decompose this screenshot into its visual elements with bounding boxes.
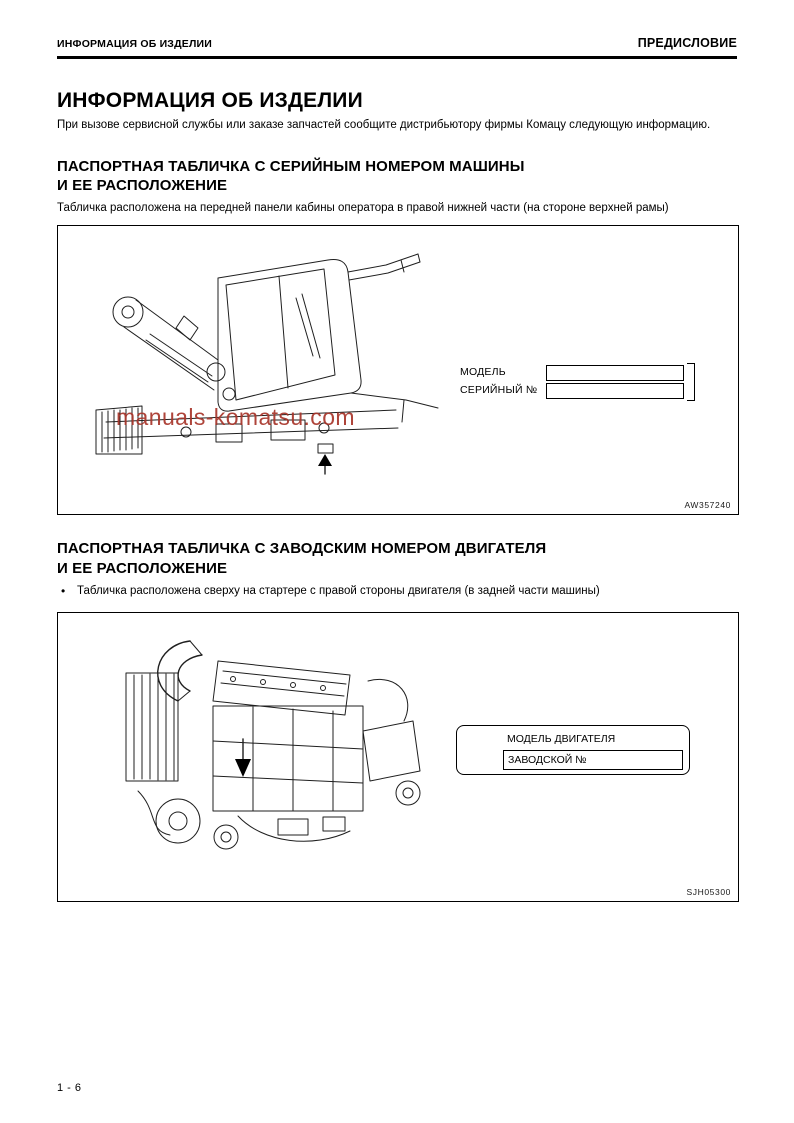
engine-line-drawing xyxy=(78,621,478,879)
engine-serial-label-box xyxy=(503,750,683,770)
section-heading-engine-line2: И ЕЕ РАСПОЛОЖЕНИЕ xyxy=(57,559,228,577)
page-header xyxy=(57,36,737,59)
machine-model-value-box xyxy=(546,365,684,381)
section-heading-engine-plate xyxy=(57,539,737,577)
plate-edge-bracket xyxy=(687,363,695,401)
engine-model-label: МОДЕЛЬ ДВИГАТЕЛЯ xyxy=(507,732,616,745)
header-section-title: ИНФОРМАЦИЯ ОБ ИЗДЕЛИИ xyxy=(57,38,213,50)
section-heading-machine-line1: ПАСПОРТНАЯ ТАБЛИЧКА С СЕРИЙНЫМ НОМЕРОМ МАШИНЫ xyxy=(57,158,525,176)
figure-engine-plate-location xyxy=(57,612,739,902)
bullet-text-engine: Табличка расположена сверху на стартере с правой стороны двигателя (в задней части машины) xyxy=(77,584,600,597)
machine-serial-value-box xyxy=(546,383,684,399)
machine-model-label: МОДЕЛЬ xyxy=(460,366,506,379)
manual-page xyxy=(57,36,737,902)
engine-serial-label: ЗАВОДСКОЙ № xyxy=(508,753,587,766)
section-bullet-engine xyxy=(57,584,737,600)
section-heading-machine-line2: И ЕЕ РАСПОЛОЖЕНИЕ xyxy=(57,177,228,195)
figure-code-machine: AW357240 xyxy=(684,500,731,511)
figure-machine-plate-location xyxy=(57,225,739,515)
intro-paragraph: При вызове сервисной службы или заказе запчастей сообщите дистрибьютору фирмы Комацу следующую информацию. xyxy=(57,119,711,131)
bullet-dot xyxy=(57,584,77,600)
section-heading-machine-plate xyxy=(57,157,737,195)
page-number: 1 - 6 xyxy=(57,1082,82,1094)
header-chapter-title: ПРЕДИСЛОВИЕ xyxy=(637,36,737,50)
watermark-text: manuals-komatsu.com xyxy=(116,404,355,431)
section-heading-engine-line1: ПАСПОРТНАЯ ТАБЛИЧКА С ЗАВОДСКИМ НОМЕРОМ ДВИГАТЕЛЯ xyxy=(57,540,547,558)
engine-plate-callout xyxy=(456,725,690,775)
figure-code-engine: SJH05300 xyxy=(686,886,731,897)
page-title: ИНФОРМАЦИЯ ОБ ИЗДЕЛИИ xyxy=(57,89,363,112)
machine-serial-label: СЕРИЙНЫЙ № xyxy=(460,384,538,397)
machine-line-drawing xyxy=(66,232,476,492)
section-body-machine: Табличка расположена на передней панели кабины оператора в правой нижней части (на стороне верхней рамы) xyxy=(57,201,669,214)
